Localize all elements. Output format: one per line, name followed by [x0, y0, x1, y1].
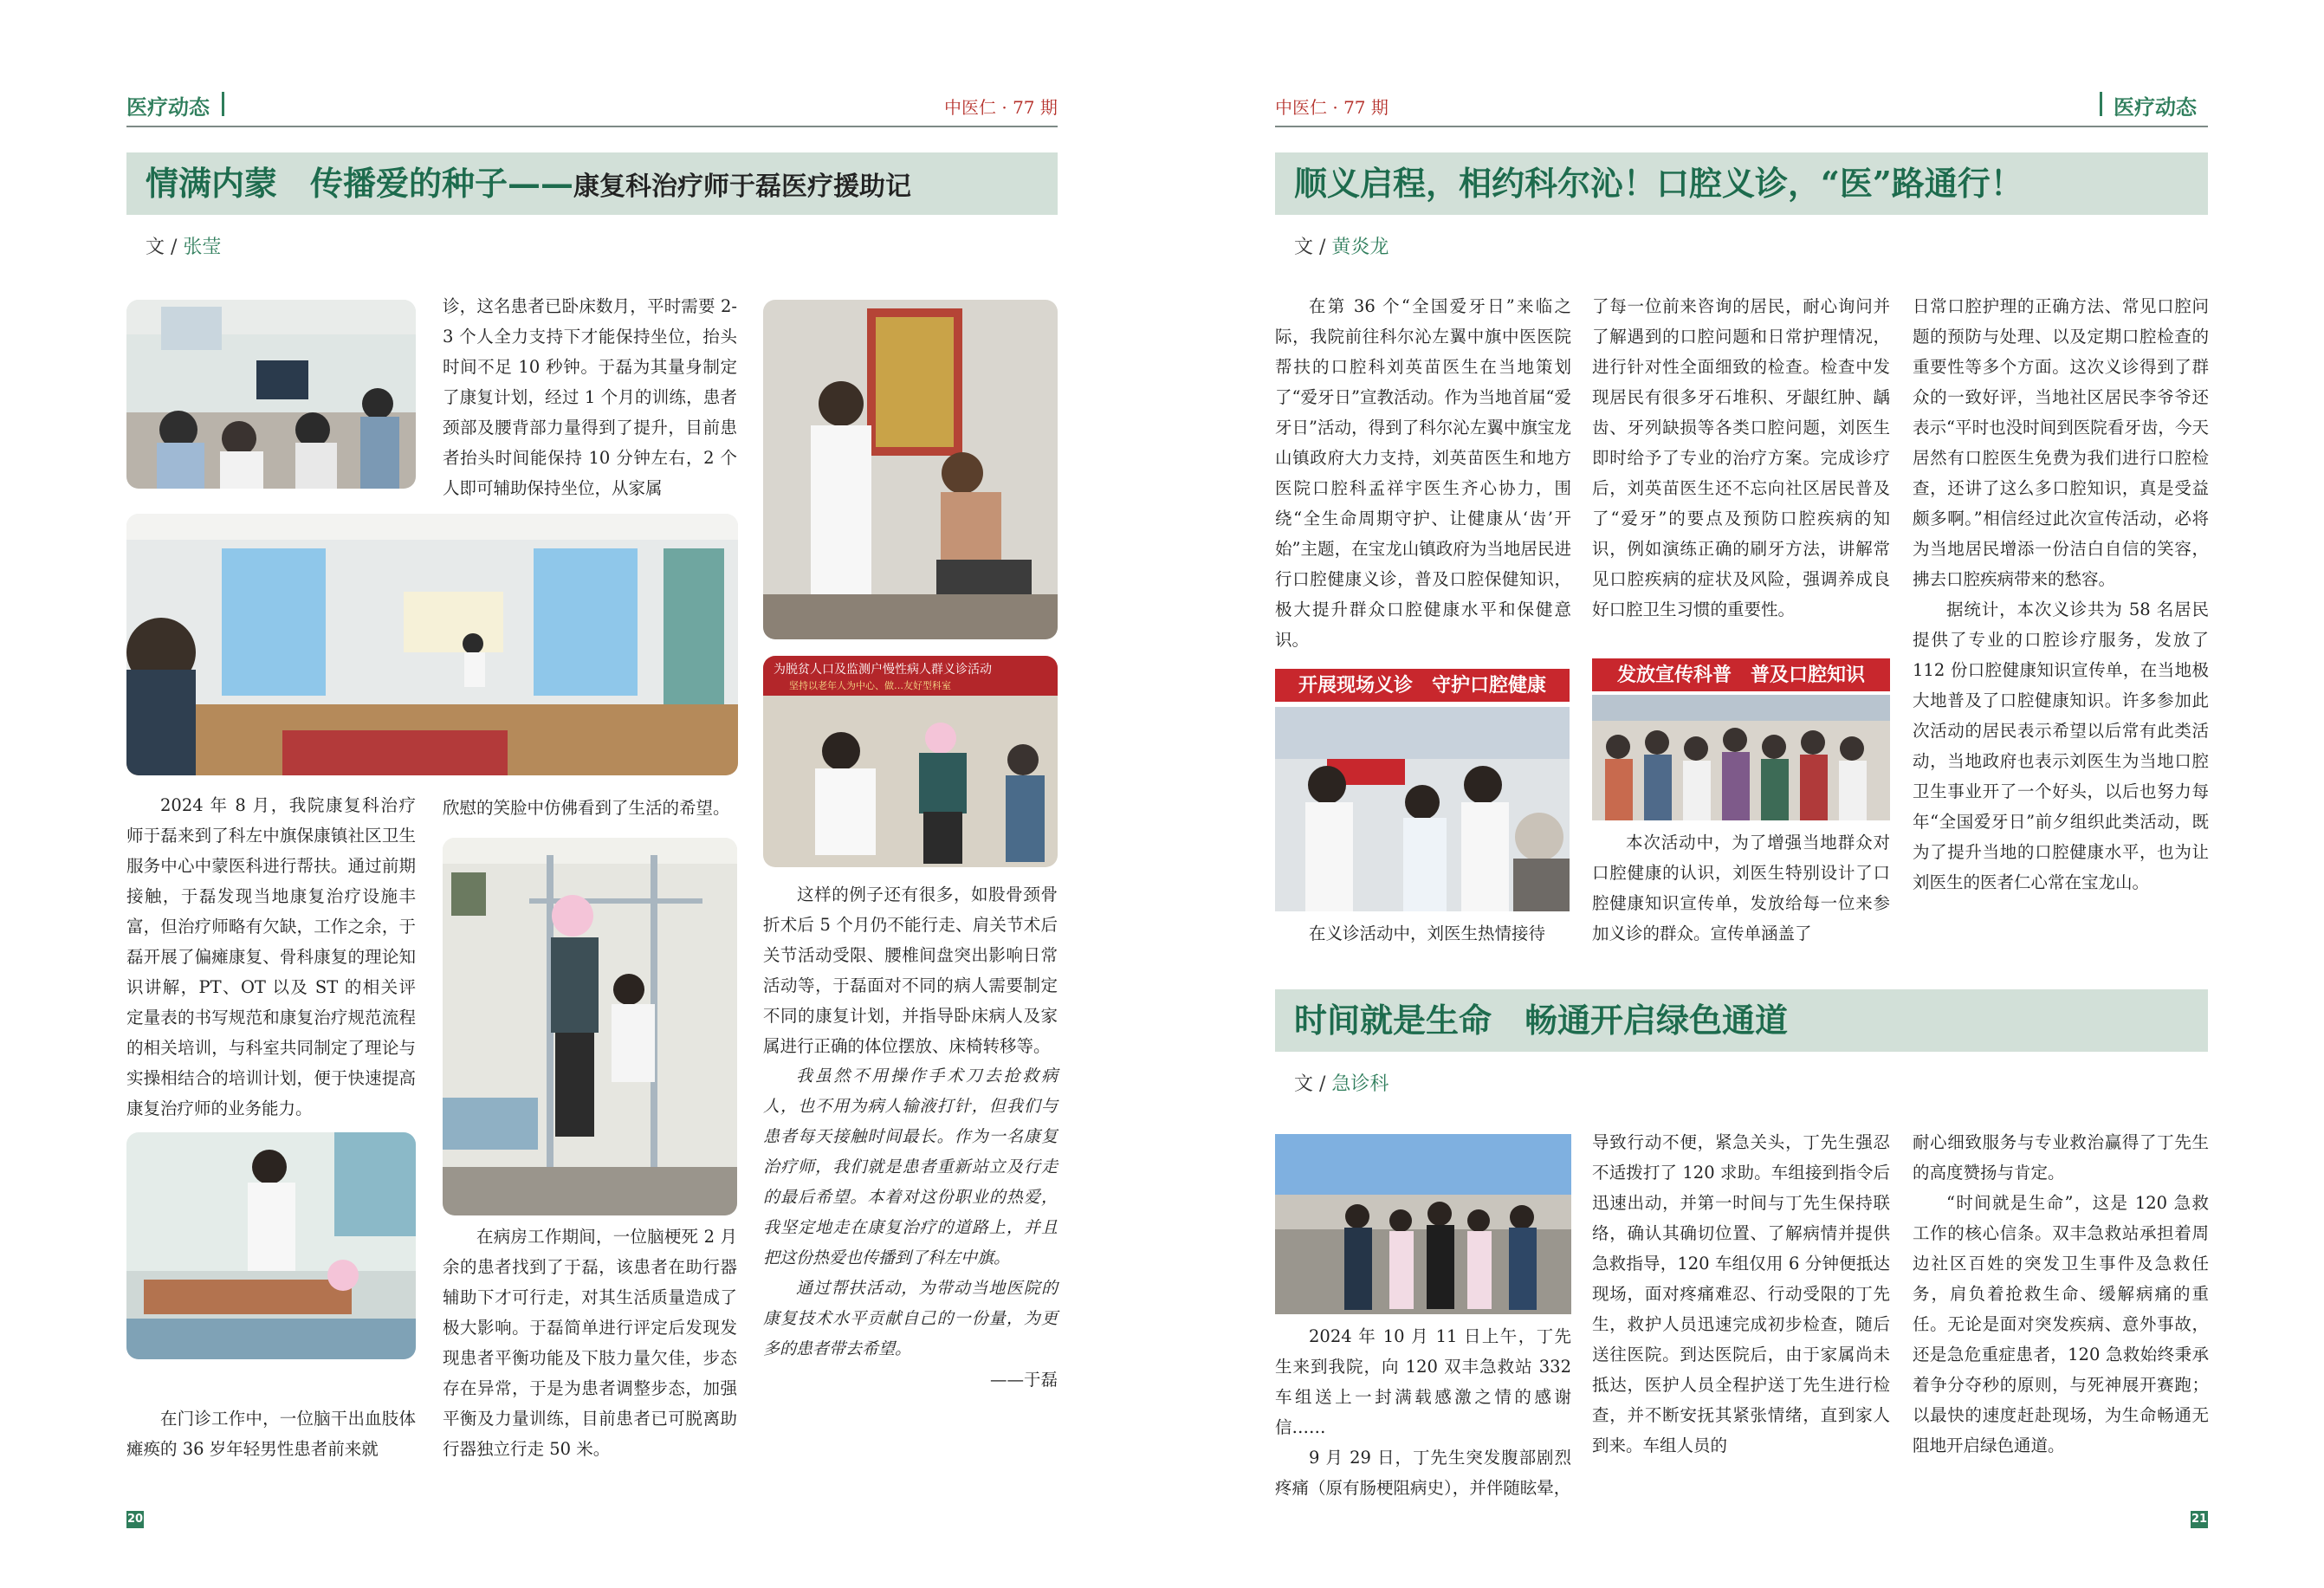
section-bar — [2100, 92, 2102, 116]
photo-gait-training — [443, 838, 737, 1215]
paragraph: 耐心细致服务与专业救治赢得了丁先生的高度赞扬与肯定。 — [1913, 1132, 2209, 1183]
right-a2-col2 — [1592, 1127, 1890, 1461]
paragraph: 在第 36 个“全国爱牙日”来临之际，我院前往科尔沁左翼中旗中医医院帮扶的口腔科刘英苗医生在当地策划了“爱牙日”宣教活动。作为当地首届“爱牙日”活动，得到了科尔沁左翼中旗宝龙山镇政府大力支持，刘英苗医生和地方医院口腔科孟祥宇医生齐心协力，围绕“全生命周期守护、让健康从‘齿’开始”主题，在宝龙山镇政府为当地居民进行口腔健康义诊，普及口腔保健知识，极大提升群众口腔健康水平和保健意识。 — [1275, 296, 1571, 650]
page-number: 20 — [126, 1511, 144, 1528]
byline: 文 / 黄炎龙 — [1294, 237, 1389, 258]
photo-lecture-room — [126, 514, 738, 775]
article2-title: 时间就是生命 畅通开启绿色通道 — [1294, 1001, 1789, 1040]
photo-dental-checkup — [1275, 707, 1570, 911]
left-col1-top — [126, 790, 416, 1124]
paragraph: 在门诊工作中，一位脑干出血肢体瘫痪的 36 岁年轻男性患者前来就 — [126, 1409, 416, 1459]
subhead-distribute-flyers: 发放宣传科普 普及口腔知识 — [1592, 658, 1890, 691]
right-page — [1162, 0, 2324, 1588]
header-rule — [126, 126, 1058, 127]
right-a1-col1b — [1275, 918, 1571, 949]
section-label: 医疗动态 — [2114, 95, 2197, 120]
left-col2-mid — [443, 793, 737, 823]
left-col2-top — [443, 291, 737, 503]
issue-label: 中医仁 · 77 期 — [1275, 97, 1389, 118]
section-label: 医疗动态 — [126, 95, 210, 120]
section-bar — [222, 92, 224, 116]
paragraph: 诊，这名患者已卧床数月，平时需要 2-3 个人全力支持下才能保持坐位，抬头时间不足 10 秒钟。于磊为其量身制定了康复计划，经过 1 个月的训练，患者颈部及腰背部力量得到了提升，目前患者抬头时间能保持 10 分钟左右，2 个人即可辅助保持坐位，从家属 — [443, 296, 737, 498]
left-col1-bottom — [126, 1403, 416, 1464]
right-a1-col2b — [1592, 827, 1890, 949]
photo-crowd-flyers — [1592, 695, 1890, 820]
paragraph: 2024 年 10 月 11 日上午，丁先生来到我院，向 120 双丰急救站 332 车组送上一封满载感激之情的感谢信…… — [1275, 1326, 1571, 1437]
paragraph: 在病房工作期间，一位脑梗死 2 月余的患者找到了于磊，该患者在助行器辅助下才可行走，对其生活质量造成了极大影响。于磊简单进行评定后发现发现患者平衡功能及下肢力量欠佳，步态存在异常，于是为患者调整步态，加强平衡及力量训练，目前患者已可脱离助行器独立行走 50 米。 — [443, 1227, 737, 1459]
signature: ——于磊 — [989, 1370, 1058, 1390]
subhead-onsite-clinic: 开展现场义诊 守护口腔健康 — [1275, 669, 1570, 702]
article-title: 情满内蒙 传播爱的种子——康复科治疗师于磊医疗援助记 — [146, 164, 912, 203]
paragraph: 导致行动不便，紧急关头，丁先生强忍不适拨打了 120 求助。车组接到指令后迅速出动，并第一时间与丁先生保持联络，确认其确切位置、了解病情并提供急救指导，120 车组仅用 6 分钟便抵达现场，面对疼痛难忍、行动受限的丁先生，救护人员迅速完成初步检查，随后送往医院。到达医院后，由于家属尚未抵达，医护人员全程护送丁先生进行检查，并不断安抚其紧张情绪，直到家人到来。车组人员的 — [1592, 1132, 1890, 1455]
right-a1-col3 — [1913, 291, 2209, 898]
paragraph: 本次活动中，为了增强当地群众对口腔健康的认识，刘医生特别设计了口腔健康知识宣传单，发放给每一位来参加义诊的群众。宣传单涵盖了 — [1592, 833, 1890, 943]
article-title-box — [126, 152, 1058, 215]
svg-text:坚持以老年人为中心、做…友好型科室: 坚持以老年人为中心、做…友好型科室 — [789, 680, 951, 691]
paragraph: 了每一位前来咨询的居民，耐心询问并了解遇到的口腔问题和日常护理情况，进行针对性全面细致的检查。检查中发现居民有很多牙石堆积、牙龈红肿、龋齿、牙列缺损等各类口腔问题，刘医生即时给予了专业的治疗方案。完成诊疗后，刘英苗医生还不忘向社区居民普及了“爱牙”的要点及预防口腔疾病的知识，例如演练正确的刷牙方法，讲解常见口腔疾病的症状及风险，强调养成良好口腔卫生习惯的重要性。 — [1592, 296, 1890, 619]
article-title: 顺义启程，相约科尔沁！口腔义诊，“医”路通行！ — [1294, 164, 2023, 203]
article2-title-box — [1275, 989, 2208, 1052]
paragraph: 9 月 29 日，丁先生突发腹部剧烈疼痛（原有肠梗阻病史），并伴随眩晕， — [1275, 1448, 1571, 1498]
photo-wheelchair-patient — [763, 300, 1058, 639]
left-col2-bottom — [443, 1222, 737, 1464]
svg-text:为脱贫人口及监测户慢性病人群义诊活动: 为脱贫人口及监测户慢性病人群义诊活动 — [774, 663, 992, 677]
right-a1-col1 — [1275, 291, 1571, 655]
paragraph: 日常口腔护理的正确方法、常见口腔问题的预防与处理、以及定期口腔检查的重要性等多个方面。这次义诊得到了群众的一致好评，当地社区居民李爷爷还表示“平时也没时间到医院看牙齿，今天居然有口腔医生免费为我们进行口腔检查，还讲了这么多口腔知识，真是受益颇多啊。”相信经过此次宣传活动，必将为当地居民增添一份洁白自信的笑容，拂去口腔疾病带来的愁容。 — [1913, 296, 2209, 589]
byline: 文 / 急诊科 — [1294, 1073, 1389, 1095]
right-a2-col3 — [1913, 1127, 2209, 1461]
header-rule — [1275, 126, 2208, 127]
article-title-box — [1275, 152, 2208, 215]
byline: 文 / 张莹 — [146, 237, 222, 258]
issue-label: 中医仁 · 77 期 — [944, 97, 1058, 118]
left-col3 — [763, 879, 1058, 1395]
right-a1-col2 — [1592, 291, 1890, 625]
photo-training-room — [126, 300, 416, 489]
paragraph: 在义诊活动中，刘医生热情接待 — [1309, 924, 1546, 943]
right-a2-col1 — [1275, 1321, 1571, 1503]
quote-paragraph: 通过帮扶活动，为带动当地医院的康复技术水平贡献自己的一份量，为更多的患者带去希望。 — [763, 1279, 1058, 1358]
photo-clinic-consult — [763, 656, 1058, 867]
photo-bedside-treatment — [126, 1132, 416, 1359]
paragraph: 据统计，本次义诊共为 58 名居民提供了专业的口腔诊疗服务，发放了 112 份口腔健康知识宣传单，在当地极大地普及了口腔健康知识。许多参加此次活动的居民表示希望以后常有此类活动，当地政府也表示刘医生为当地口腔卫生事业开了一个好头，以后也努力每年“全国爱牙日”前夕组织此类活动，既为了提升当地的口腔健康水平，也为让刘医生的医者仁心常在宝龙山。 — [1913, 600, 2209, 892]
page-number: 21 — [2191, 1511, 2208, 1528]
photo-thank-you-letter — [1275, 1134, 1571, 1314]
paragraph: 2024 年 8 月，我院康复科治疗师于磊来到了科左中旗保康镇社区卫生服务中心中蒙医科进行帮扶。通过前期接触，于磊发现当地康复治疗设施丰富，但治疗师略有欠缺，工作之余，于磊开展了偏瘫康复、骨科康复的理论知识讲解，PT、OT 以及 ST 的相关评定量表的书写规范和康复治疗规范流程的相关培训，与科室共同制定了理论与实操相结合的培训计划，便于快速提高康复治疗师的业务能力。 — [126, 795, 416, 1118]
quote-paragraph: 我虽然不用操作手术刀去抢救病人，也不用为病人输液打针，但我们与患者每天接触时间最长。作为一名康复治疗师，我们就是患者重新站立及行走的最后希望。本着对这份职业的热爱，我坚定地走在康复治疗的道路上，并且把这份热爱也传播到了科左中旗。 — [763, 1066, 1058, 1267]
paragraph: “时间就是生命”，这是 120 急救工作的核心信条。双丰急救站承担着周边社区百姓的突发卫生事件及急救任务，肩负着抢救生命、缓解病痛的重任。无论是面对突发疾病、意外事故，还是急危重症患者，120 急救始终秉承着争分夺秒的原则，与死神展开赛跑；以最快的速度赶赴现场，为生命畅通无阻地开启绿色通道。 — [1913, 1193, 2209, 1455]
paragraph: 这样的例子还有很多，如股骨颈骨折术后 5 个月仍不能行走、肩关节术后关节活动受限、腰椎间盘突出影响日常活动等，于磊面对不同的病人需要制定不同的康复计划，并指导卧床病人及家属进行正确的体位摆放、床椅转移等。 — [763, 885, 1058, 1056]
paragraph: 欣慰的笑脸中仿佛看到了生活的希望。 — [443, 798, 730, 818]
